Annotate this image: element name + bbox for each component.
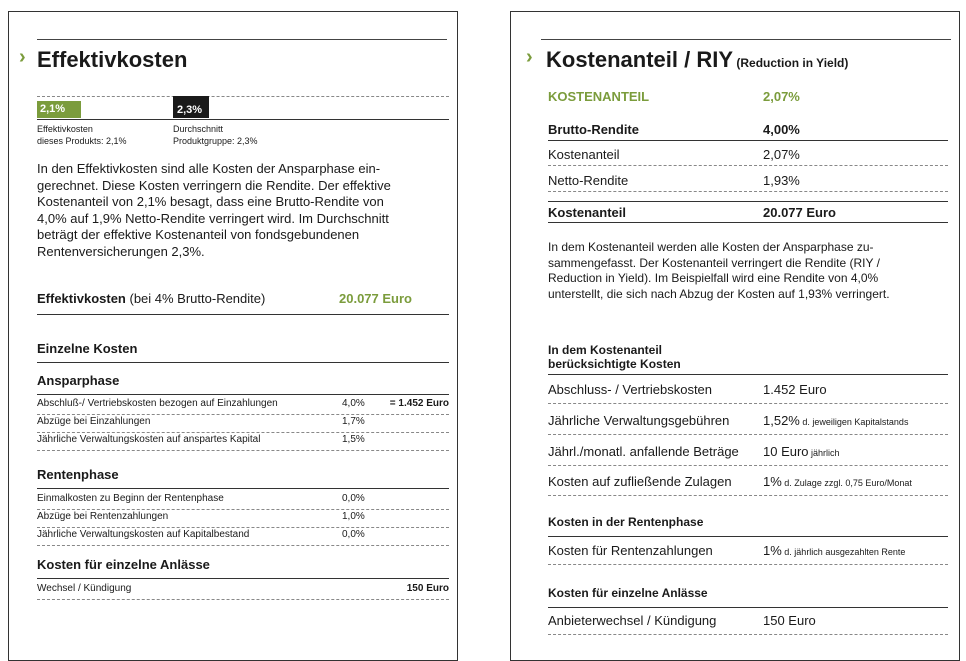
product-cost-badge: 2,1% — [37, 101, 81, 118]
table-row: Kosten auf zufließende Zulagen 1% d. Zulage zzgl. 0,75 Euro/Monat — [548, 474, 948, 496]
rentenphase-heading: Kosten in der Rentenphase — [548, 515, 948, 537]
badge-baseline — [37, 119, 449, 120]
average-cost-label: Durchschnitt Produktgruppe: 2,3% — [173, 124, 258, 146]
kostenanteil-summary-row: KOSTENANTEIL 2,07% — [548, 89, 800, 104]
table-row: Jährliche Verwaltungskosten auf anspartes Kapital 1,5% — [37, 434, 449, 451]
effektivkosten-total-row: Effektivkosten (bei 4% Brutto-Rendite) 20.077 Euro — [37, 291, 449, 315]
panel-title: Kostenanteil / RIY (Reduction in Yield) — [546, 47, 849, 72]
badge-rule — [37, 96, 449, 97]
rentenphase-heading: Rentenphase — [37, 467, 449, 489]
kostenanteil-panel — [510, 11, 960, 661]
product-cost-label: Effektivkosten dieses Produkts: 2,1% — [37, 124, 127, 146]
table-row: Abzüge bei Einzahlungen 1,7% — [37, 416, 449, 433]
table-row: Anbieterwechsel / Kündigung 150 Euro — [548, 613, 948, 635]
average-cost-badge: 2,3% — [173, 96, 209, 118]
top-rule — [37, 39, 447, 40]
chevron-right-icon: › — [526, 46, 533, 68]
table-row: Abschluß-/ Vertriebskosten bezogen auf Einzahlungen 4,0% = 1.452 Euro — [37, 398, 449, 415]
table-row: Brutto-Rendite 4,00% — [548, 122, 948, 141]
table-row: Netto-Rendite 1,93% — [548, 173, 948, 192]
table-row: Jährl./monatl. anfallende Beträge 10 Euro jährlich — [548, 444, 948, 466]
table-row: Einmalkosten zu Beginn der Rentenphase 0,0% — [37, 493, 449, 510]
panel-title: Effektivkosten — [37, 47, 188, 72]
chevron-right-icon: › — [19, 46, 26, 68]
table-row: Abzüge bei Rentenzahlungen 1,0% — [37, 511, 449, 528]
description-paragraph: In dem Kostenanteil werden alle Kosten der Ansparphase zu- sammengefasst. Der Kostenanteil verringert die Rendite (RIY / Reduction in Yield). Im Beispielfall wird eine Rendite von 4,0% unterstellt, die sich nach Abzug der Kosten auf 1,93% verringert. — [548, 240, 890, 301]
table-row: Kostenanteil 20.077 Euro — [548, 201, 948, 223]
table-row: Jährliche Verwaltungskosten auf Kapitalbestand 0,0% — [37, 529, 449, 546]
table-row: Jährliche Verwaltungsgebühren 1,52% d. jeweiligen Kapitalstands — [548, 413, 948, 435]
table-row: Kostenanteil 2,07% — [548, 147, 948, 166]
table-row: Kosten für Rentenzahlungen 1% d. jährlich ausgezahlten Rente — [548, 543, 948, 565]
effektivkosten-panel — [8, 11, 458, 661]
anlaesse-heading: Kosten für einzelne Anlässe — [37, 557, 449, 579]
kosten-section-heading: In dem Kostenanteil berücksichtigte Kosten — [548, 343, 948, 375]
table-row: Wechsel / Kündigung 150 Euro — [37, 583, 449, 600]
anlaesse-heading: Kosten für einzelne Anlässe — [548, 586, 948, 608]
ansparphase-heading: Ansparphase — [37, 373, 449, 395]
description-paragraph: In den Effektivkosten sind alle Kosten der Ansparphase ein- gerechnet. Diese Kosten verringern die Rendite. Der effektive Kostenanteil von 2,1% besagt, dass eine Brutto-Rendite von 4,0% auf 1,9% Netto-Rendite verringert wird. Im Durchschnitt beträgt der effektive Kostenanteil von fondsgebundenen Rentenversicherungen 2,3%. — [37, 161, 391, 259]
einzelne-kosten-heading: Einzelne Kosten — [37, 341, 449, 363]
top-rule — [541, 39, 951, 40]
table-row: Abschluss- / Vertriebskosten 1.452 Euro — [548, 382, 948, 404]
